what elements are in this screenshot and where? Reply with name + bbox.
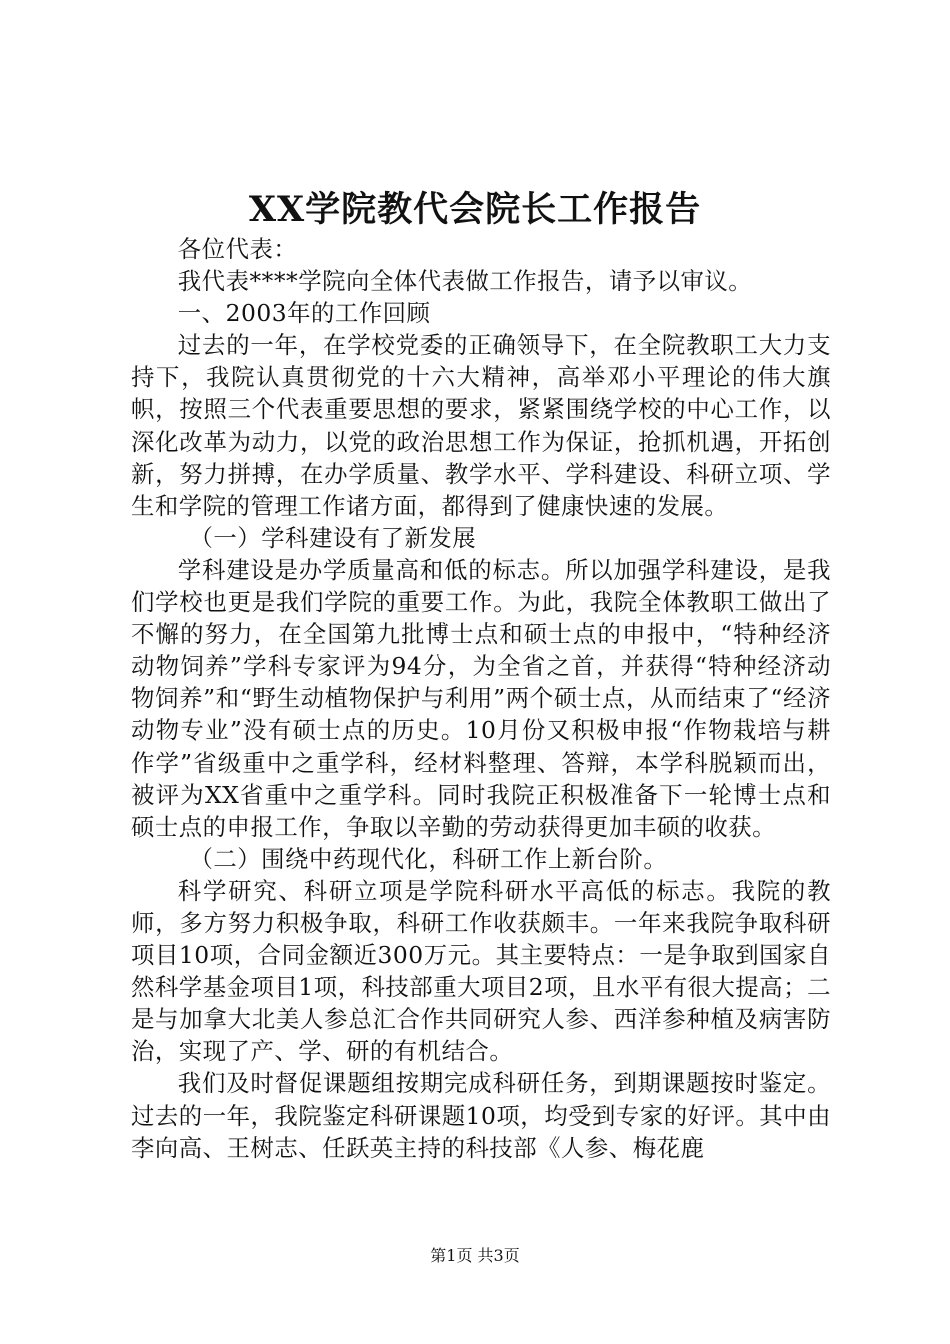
document-title: XX学院教代会院长工作报告: [248, 189, 702, 230]
salutation: 各位代表：: [177, 235, 298, 263]
page-number-footer: 第1页 共3页: [430, 1246, 520, 1265]
subsection-heading: （二）围绕中药现代化，科研工作上新台阶。: [189, 844, 668, 873]
paragraph: 我们及时督促课题组按期完成科研任务，到期课题按时鉴定。过去的一年，我院鉴定科研课题10项，均受到专家的好评。其中由李向高、王树志、任跃英主持的科技部《人参、梅花鹿: [131, 1069, 831, 1162]
paragraph: 我代表****学院向全体代表做工作报告，请予以审议。: [177, 267, 753, 296]
paragraph: 学科建设是办学质量高和低的标志。所以加强学科建设，是我们学校也更是我们学院的重要工作。为此，我院全体教职工做出了不懈的努力，在全国第九批博士点和硕士点的申报中，“特种经济动物饲养”学科专家评为94分，为全省之首，并获得“特种经济动物饲养”和“野生动植物保护与利用”两个硕士点，从而结束了“经济动物专业”没有硕士点的历史。10月份又积极申报“作物栽培与耕作学”省级重中之重学科，经材料整理、答辩，本学科脱颖而出，被评为XX省重中之重学科。同时我院正积极准备下一轮博士点和硕士点的申报工作，争取以辛勤的劳动获得更加丰硕的收获。: [131, 555, 831, 841]
section-heading: 一、2003年的工作回顾: [177, 299, 431, 328]
document-body: [131, 233, 831, 1164]
subsection-heading: （一）学科建设有了新发展: [189, 523, 477, 552]
paragraph: 科学研究、科研立项是学院科研水平高低的标志。我院的教师，多方努力积极争取，科研工作收获颇丰。一年来我院争取科研项目10项，合同金额近300万元。其主要特点：一是争取到国家自然科学基金项目1项，科技部重大项目2项，且水平有很大提高；二是与加拿大北美人参总汇合作共同研究人参、西洋参种植及病害防治，实现了产、学、研的有机结合。: [131, 876, 831, 1066]
paragraph: 过去的一年，在学校党委的正确领导下，在全院教职工大力支持下，我院认真贯彻党的十六大精神，高举邓小平理论的伟大旗帜，按照三个代表重要思想的要求，紧紧围绕学校的中心工作，以深化改革为动力，以党的政治思想工作为保证，抢抓机遇，开拓创新，努力拼搏，在办学质量、教学水平、学科建设、科研立项、学生和学院的管理工作诸方面，都得到了健康快速的发展。: [131, 331, 831, 520]
